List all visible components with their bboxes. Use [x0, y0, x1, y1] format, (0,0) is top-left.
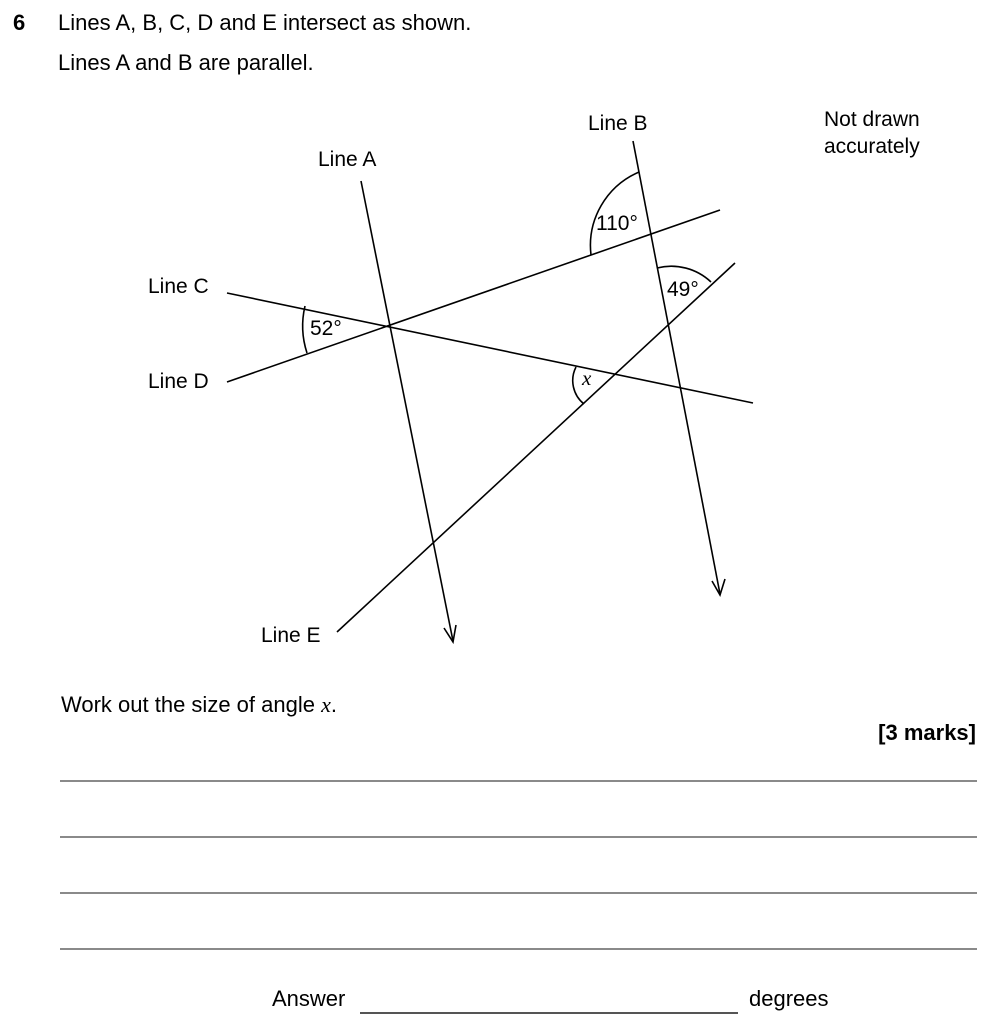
angle-label-49: 49°: [667, 278, 699, 301]
working-line-2[interactable]: [60, 836, 977, 838]
note-line-2: accurately: [824, 135, 920, 158]
angle-label-110: 110°: [596, 212, 638, 235]
angle-label-52: 52°: [310, 317, 342, 340]
question-number: 6: [13, 10, 26, 35]
question-text-line-1: Lines A, B, C, D and E intersect as shown.: [58, 10, 472, 35]
label-line-e: Line E: [261, 624, 321, 647]
label-line-a: Line A: [318, 148, 377, 171]
task-prompt-end: .: [330, 692, 337, 717]
angle-label-x: x: [582, 366, 592, 390]
line-a: [361, 181, 453, 641]
answer-label: Answer: [272, 986, 346, 1011]
label-line-b: Line B: [588, 112, 648, 135]
task-prompt-text: Work out the size of angle: [61, 692, 322, 717]
working-line-4[interactable]: [60, 948, 977, 950]
marks-label: [3 marks]: [878, 720, 976, 745]
task-prompt-variable: x: [321, 692, 331, 717]
question-text-line-2: Lines A and B are parallel.: [58, 50, 314, 75]
working-line-3[interactable]: [60, 892, 977, 894]
task-prompt: [61, 692, 337, 718]
note-line-1: Not drawn: [824, 108, 920, 131]
angle-arc-52: [303, 306, 307, 353]
label-line-c: Line C: [148, 275, 209, 298]
working-line-1[interactable]: [60, 780, 977, 782]
label-line-d: Line D: [148, 370, 209, 393]
line-d: [227, 210, 720, 382]
answer-input-line[interactable]: [360, 1012, 738, 1014]
answer-unit: degrees: [749, 986, 829, 1011]
line-e: [337, 263, 735, 632]
not-drawn-accurately-note: [824, 106, 920, 160]
line-b: [633, 141, 720, 594]
